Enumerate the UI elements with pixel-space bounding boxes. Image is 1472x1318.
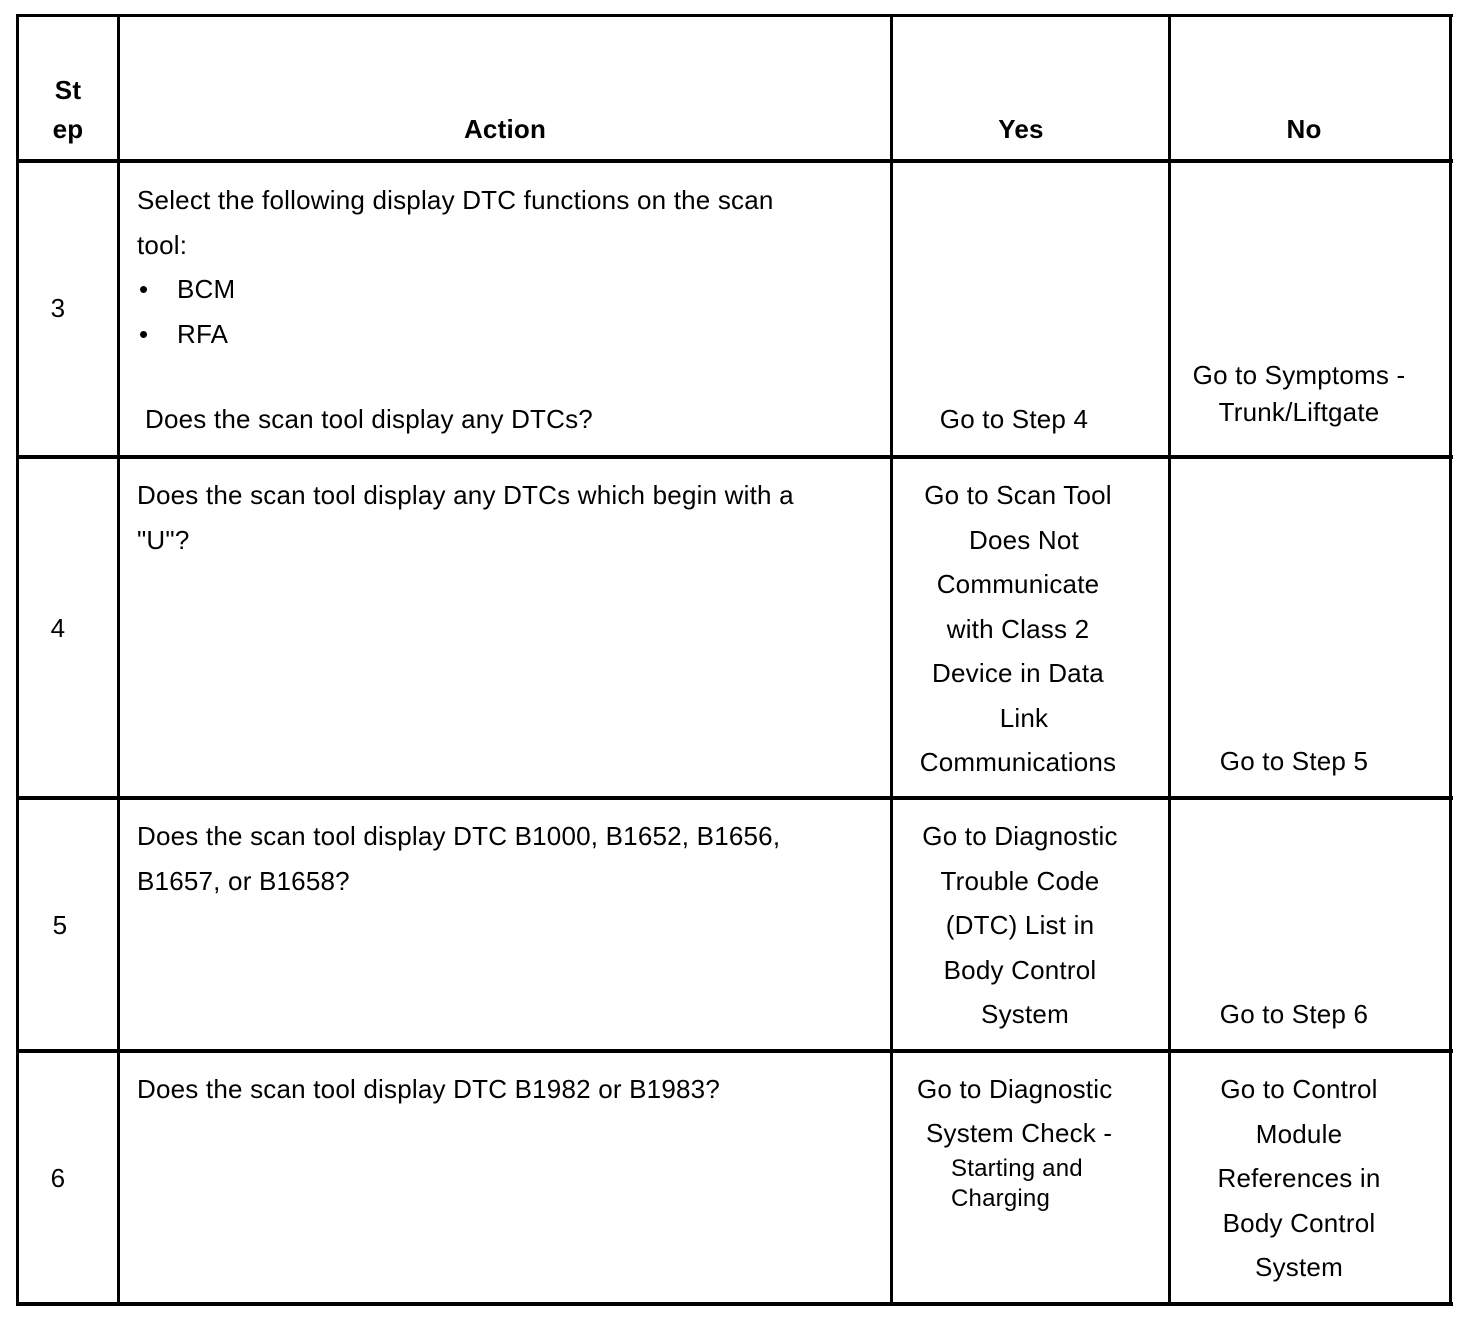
yes-text: Go to Diagnostic	[917, 1074, 1113, 1104]
no-cell: Go to Step 5	[1219, 746, 1369, 776]
header-no: No	[1286, 114, 1322, 144]
action-cell	[137, 1067, 877, 1112]
action-text: B1657, or B1658?	[137, 865, 350, 896]
yes-cell	[895, 814, 1145, 1037]
action-text: Does the scan tool display DTC B1000, B1652, B1656,	[137, 821, 781, 851]
bullet-list	[137, 267, 877, 356]
action-text: tool:	[137, 229, 188, 260]
yes-text: Does Not	[969, 524, 1079, 555]
step-number: 6	[50, 1163, 66, 1193]
action-cell	[137, 178, 877, 356]
column-divider	[117, 14, 120, 1306]
no-cell	[1171, 1067, 1427, 1290]
no-text: Go to Symptoms -	[1192, 360, 1406, 390]
no-text: Module	[1255, 1118, 1343, 1149]
yes-cell	[893, 473, 1143, 785]
table-border-left	[16, 14, 19, 1306]
list-item-label: BCM	[177, 274, 236, 304]
table-border-right	[1449, 14, 1452, 1306]
action-cell	[137, 814, 877, 903]
action-text: Does the scan tool display DTC B1982 or B1983?	[137, 1074, 720, 1104]
yes-cell: Go to Step 4	[939, 404, 1089, 434]
list-item-label: RFA	[177, 318, 229, 349]
yes-text: System Check -	[926, 1117, 1113, 1148]
yes-text: Communications	[919, 747, 1117, 777]
yes-text: System	[981, 999, 1069, 1029]
bullet-icon: •	[139, 318, 149, 349]
header-step-line2: ep	[52, 114, 84, 144]
yes-text: Charging	[951, 1184, 1050, 1212]
list-item	[137, 267, 877, 312]
header-action: Action	[463, 114, 547, 144]
header-step-line1: St	[54, 75, 82, 105]
no-cell	[1171, 357, 1427, 431]
no-text: References in	[1217, 1163, 1381, 1193]
action-text: "U"?	[137, 524, 190, 555]
row-divider	[16, 796, 1453, 800]
step-number: 5	[52, 910, 68, 940]
no-text: Go to Control	[1220, 1074, 1378, 1104]
no-text: Body Control	[1222, 1207, 1376, 1238]
action-text: Select the following display DTC functions on the scan	[137, 185, 774, 215]
list-item	[137, 312, 877, 357]
yes-text: Go to Diagnostic	[922, 821, 1118, 851]
yes-text: Device in Data	[932, 658, 1104, 688]
row-divider	[16, 455, 1453, 459]
no-text: Trunk/Liftgate	[1218, 397, 1380, 427]
header-divider	[16, 159, 1453, 163]
yes-text: (DTC) List in	[945, 910, 1095, 940]
header-step	[20, 71, 116, 149]
yes-text: with Class 2	[946, 613, 1090, 644]
table-border-top	[16, 14, 1453, 17]
yes-text: Trouble Code	[940, 865, 1100, 896]
row-divider	[16, 1049, 1453, 1053]
no-text: System	[1255, 1252, 1343, 1282]
yes-text: Communicate	[936, 569, 1100, 599]
action-text: Does the scan tool display any DTCs which begin with a	[137, 480, 794, 510]
bullet-icon: •	[139, 274, 149, 304]
yes-text: Go to Scan Tool	[924, 480, 1112, 510]
no-cell: Go to Step 6	[1219, 999, 1369, 1029]
step-number: 4	[50, 613, 66, 643]
yes-cell	[893, 1067, 1163, 1214]
action-question: Does the scan tool display any DTCs?	[145, 404, 593, 434]
step-number: 3	[50, 293, 66, 323]
table-border-bottom	[16, 1302, 1453, 1306]
action-cell	[137, 473, 877, 562]
header-yes: Yes	[998, 114, 1044, 144]
yes-text: Starting and	[951, 1154, 1083, 1182]
yes-text: Link	[999, 702, 1049, 733]
yes-text: Body Control	[943, 954, 1097, 985]
